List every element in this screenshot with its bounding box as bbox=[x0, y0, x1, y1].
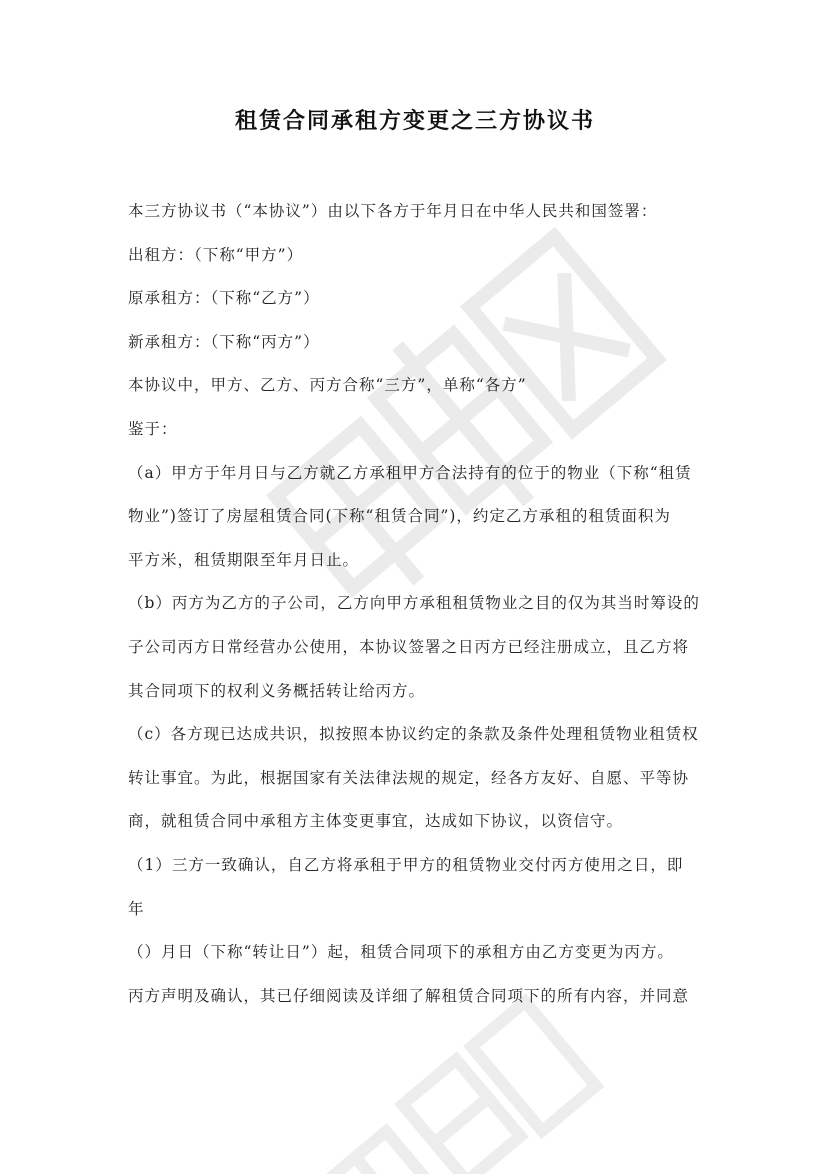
paragraph-line: 商，就租赁合同中承租方主体变更事宜，达成如下协议，以资信守。 bbox=[128, 812, 624, 830]
paragraph-line: 鉴于： bbox=[128, 420, 178, 438]
paragraph-line: 新承租方：（下称“丙方”） bbox=[128, 333, 320, 351]
paragraph-line: 本三方协议书（“本协议”）由以下各方于年月日在中华人民共和国签署： bbox=[128, 202, 658, 220]
paragraph-line: 其合同项下的权利义务概括转让给丙方。 bbox=[128, 682, 426, 700]
paragraph-line: 转让事宜。为此，根据国家有关法律法规的规定，经各方友好、自愿、平等协 bbox=[128, 769, 690, 787]
paragraph-line: 原承租方：（下称“乙方”） bbox=[128, 289, 320, 307]
paragraph-line: 本协议中，甲方、乙方、丙方合称“三方”，单称“各方” bbox=[128, 376, 527, 394]
paragraph-line: 物业”)签订了房屋租赁合同(下称“租赁合同”)，约定乙方承租的租赁面积为 bbox=[128, 507, 671, 525]
paragraph-line: 子公司丙方日常经营办公使用，本协议签署之日丙方已经注册成立，且乙方将 bbox=[128, 638, 690, 656]
paragraph-line: 年 bbox=[128, 900, 145, 918]
paragraph-line: 出租方：（下称“甲方”） bbox=[128, 246, 304, 264]
paragraph-line: （1）三方一致确认，自乙方将承租于甲方的租赁物业交付丙方使用之日，即 bbox=[128, 856, 684, 874]
paragraph-line: （a）甲方于年月日与乙方就乙方承租甲方合法持有的位于的物业（下称“租赁 bbox=[128, 464, 692, 482]
paragraph-line: （）月日（下称“转让日”）起，租赁合同项下的承租方由乙方变更为丙方。 bbox=[128, 943, 674, 961]
paragraph-line: （b）丙方为乙方的子公司，乙方向甲方承租租赁物业之目的仅为其当时筹设的 bbox=[128, 594, 700, 612]
paragraph-line: 平方米，租赁期限至年月日止。 bbox=[128, 551, 360, 569]
paragraph-line: （c）各方现已达成共识，拟按照本协议约定的条款及条件处理租赁物业租赁权 bbox=[128, 725, 699, 743]
paragraph-line: 丙方声明及确认，其已仔细阅读及详细了解租赁合同项下的所有内容，并同意 bbox=[128, 987, 690, 1005]
document-title: 租赁合同承租方变更之三方协议书 bbox=[234, 108, 595, 134]
